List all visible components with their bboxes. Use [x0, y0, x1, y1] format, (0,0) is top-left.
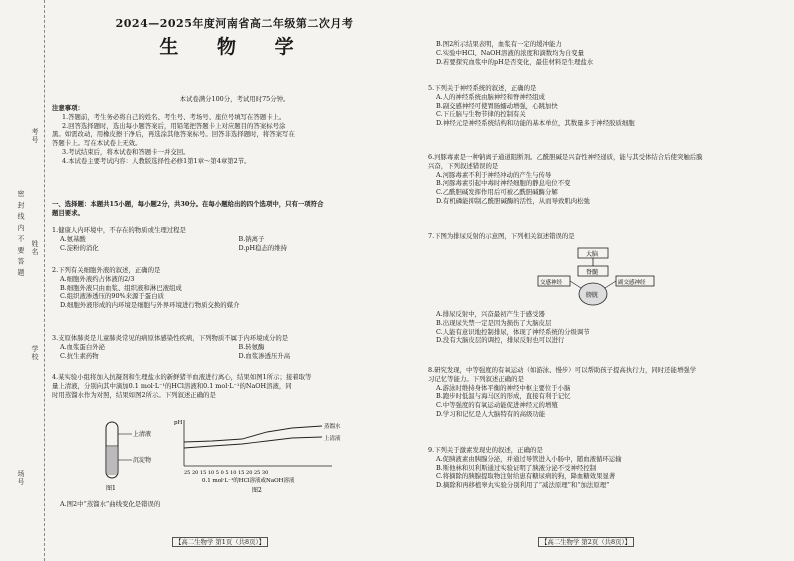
question-4-option-a: [52, 500, 417, 509]
box-spinal: 脊髓: [586, 269, 599, 276]
option-c[interactable]: C.乙酰胆碱发挥作用后可被乙酰胆碱酶分解: [436, 188, 558, 197]
legend-water: 蒸馏水: [324, 424, 341, 430]
reflex-diagram: [536, 246, 656, 308]
option-a[interactable]: A.人的神经系统由脑神经和脊神经组成: [436, 92, 545, 101]
option-b[interactable]: B.钠离子: [238, 234, 265, 243]
chart-xaxis: 0.1 mol·L⁻¹的HCl溶液或NaOH溶液: [202, 478, 295, 484]
question-7-options: [428, 310, 786, 345]
notes-heading: 注意事项：: [52, 104, 84, 112]
chart-ylabel: pH: [174, 420, 183, 426]
option-a[interactable]: A.氨基酸: [60, 234, 86, 243]
option-d[interactable]: D.pH稳态的维持: [238, 243, 288, 252]
label-xingming: 姓名: [31, 240, 39, 256]
question-5: [428, 84, 786, 128]
question-stem: 1.健康人内环境中，不存在的物质或生理过程是: [52, 226, 186, 234]
legend-plasma: 上清液: [324, 436, 341, 442]
right-column: [428, 0, 788, 561]
binding-margin: [0, 0, 45, 561]
option-b[interactable]: B.副交感神经可使胃肠蠕动增强，心跳加快: [436, 101, 558, 110]
note-line: 答题卡上。写在本试卷上无效。: [52, 139, 142, 148]
note-line: 3.考试结束后，将本试卷和答题卡一并交回。: [62, 148, 190, 157]
option-b[interactable]: B.河豚毒素引起中毒时神经细胞的静息电位不变: [436, 179, 571, 188]
line-water: [184, 426, 322, 442]
question-8: [428, 366, 786, 419]
note-line: 1.答题前，考生务必将自己的姓名、考生号、考场号、座位号填写在答题卡上。: [62, 112, 286, 121]
question-6: [428, 153, 786, 206]
option-d[interactable]: D.血浆渗透压升高: [238, 351, 291, 360]
question-stem-cont: 时用蒸馏水作为对照，结果如图2所示。下列叙述正确的是: [52, 390, 216, 399]
subject-title: 生 物 学: [159, 36, 310, 58]
question-3: [52, 334, 417, 360]
test-tube-figure: [106, 422, 151, 492]
option-d[interactable]: D.神经元是神经系统结构和功能的基本单位，其数量多于神经胶质细胞: [436, 119, 635, 128]
question-stem: 9.下列关于激素发现史的叙述，正确的是: [428, 446, 543, 454]
option-d[interactable]: D.细胞外液形成的内环境是细胞与外界环境进行物质交换的媒介: [60, 301, 240, 310]
option-c[interactable]: C.人能有意识地控制排尿，体现了神经系统的分级调节: [436, 327, 590, 336]
note-line: 2.回答选择题时，选出每小题答案后，用铅笔把答题卡上对应题目的答案标号涂: [62, 121, 286, 130]
fig1-label: 图1: [106, 485, 116, 492]
question-stem-cont: 兴奋，下列叙述错误的是: [428, 161, 499, 170]
question-stem: 2.下列有关细胞外液的叙述，正确的是: [52, 266, 161, 274]
ph-chart: [174, 420, 341, 494]
option-c[interactable]: C.实验中HCl、NaOH溶液的浓度和滴数均为自变量: [436, 48, 585, 57]
option-b[interactable]: B.转氨酶: [238, 342, 265, 351]
option-a[interactable]: A.河豚毒素不利于神经冲动的产生与传导: [436, 170, 552, 179]
box-bladder: 膀胱: [586, 292, 599, 299]
section-heading: 一、选择题：本题共15小题，每小题2分，共30分。在每小题给出的四个选项中，只有一项符合: [52, 200, 324, 208]
page-number-right: 【高二生物学 第2页（共8页）】: [538, 537, 634, 547]
question-stem: 8.研究发现，中等强度的有氧运动（如游泳、慢步）可以帮助孩子提高执行力，同时还能增强学: [428, 366, 697, 374]
option-c[interactable]: C.将摘除的胰腺提取物注射给患有糖尿病的狗，降血糖效果显著: [436, 472, 616, 481]
option-d[interactable]: D.摘除和再移植睾丸实验分别利用了“减法原理”和“加法原理”: [436, 481, 610, 490]
question-7: [428, 232, 786, 241]
option-b[interactable]: B.出现尿失禁一定是因为损伤了大脑皮层: [436, 318, 552, 327]
option-a[interactable]: A.游泳时维持身体平衡的神经中枢主要位于小脑: [436, 383, 571, 392]
question-4: [52, 373, 417, 399]
box-brain: 大脑: [586, 251, 599, 258]
question-9: [428, 446, 786, 490]
exam-title: 2024—2025年度河南省高二年级第二次月考: [115, 17, 354, 30]
chart-xticks: 25 20 15 10 5 0 5 10 15 20 25 30: [184, 470, 269, 476]
option-c[interactable]: C.下丘脑与生物节律的控制有关: [436, 110, 526, 119]
option-c[interactable]: C.淀粉的消化: [60, 243, 99, 252]
q4-figures: [92, 416, 382, 496]
option-d[interactable]: D.有机磷能抑制乙酰胆碱酶的活性，从而导致肌肉松弛: [436, 197, 590, 206]
box-parasympathetic: 副交感神经: [618, 280, 646, 286]
option-b[interactable]: B.跑步时低温与海马区的形成，直接有利于记忆: [436, 392, 571, 401]
section-heading-cont: 题目要求。: [52, 208, 84, 217]
option-c[interactable]: C.中等强度的有氧运动能促进神经元的增殖: [436, 401, 558, 410]
question-stem: 3.支原体肺炎是儿童肺炎常见的病原体感染性疾病，下列物质不属于内环境成分的是: [52, 334, 289, 342]
question-stem-cont: 习记忆等能力。下列叙述正确的是: [428, 374, 524, 383]
question-stem: 6.河豚毒素是一种钠离子通道阻断剂。乙酰胆碱是兴奋性神经递质，能与其受体结合后使突触后膜: [428, 153, 703, 161]
option-a[interactable]: A.排尿反射中，兴奋最初产生于感受器: [436, 310, 545, 318]
line-plasma: [184, 437, 322, 448]
option-d[interactable]: D.学习和记忆是人大脑特有的高级功能: [436, 410, 546, 419]
option-b[interactable]: B.斯他林和贝利斯通过实验证明了胰液分泌不受神经控制: [436, 463, 597, 472]
option-b[interactable]: B.细胞外液只由血浆、组织液和淋巴液组成: [60, 283, 182, 292]
question-4-continued: [428, 40, 786, 66]
label-chang: 场号: [17, 470, 25, 486]
left-column: [52, 0, 417, 561]
label-kaohao: 考号: [31, 128, 39, 144]
option-d[interactable]: D.若要探究血浆中的pH是否变化，最佳材料是生理盐水: [436, 57, 594, 66]
label-mifeng: 密 封 线 内 不 要 答 题: [17, 190, 25, 277]
notes: [52, 104, 417, 166]
note-line: 黑。如需改动，用橡皮擦干净后，再选涂其他答案标号。回答非选择题时，将答案写在: [52, 130, 295, 139]
tube-lower-label: 沉淀物: [133, 457, 152, 464]
question-stem: 4.某实验小组将加入抗凝剂和生理盐水的新鲜猪羊血液进行离心，结果如图1所示；接着取等: [52, 373, 312, 381]
section1-heading: [52, 200, 417, 218]
footer-right: [538, 538, 634, 547]
option-a[interactable]: A.血浆蛋白外泌: [60, 342, 105, 351]
exam-meta: 本试卷满分100分，考试用时75分钟。: [179, 95, 290, 103]
option-c[interactable]: C.抗生素药物: [60, 351, 99, 360]
option-a[interactable]: A.细胞外液约占体液的2/3: [60, 274, 135, 283]
question-2: [52, 266, 417, 310]
fig2-label: 图2: [252, 487, 262, 494]
box-sympathetic: 交感神经: [540, 280, 563, 286]
option-b[interactable]: B.图2所示结果表明，血浆有一定的缓冲能力: [436, 40, 562, 48]
page-number-left: 【高二生物学 第1页（共8页）】: [172, 537, 268, 547]
label-xuexiao: 学校: [31, 345, 39, 361]
tube-upper-label: 上清液: [133, 431, 152, 438]
footer-left: [172, 538, 268, 547]
question-stem-cont: 量上清液，分别向其中滴加0.1 mol·L⁻¹的HCl溶液和0.1 mol·L⁻¹的NaOH溶液，同: [52, 381, 292, 390]
question-1: [52, 226, 417, 252]
option-d[interactable]: D.没有大脑皮层的调控，排尿反射也可以进行: [436, 336, 565, 345]
option-a[interactable]: A.图2中“蒸馏水”曲线变化是错误的: [60, 500, 161, 508]
question-stem: 7.下图为排尿反射的示意图，下列相关叙述错误的是: [428, 232, 575, 240]
question-stem: 5.下列关于神经系统的叙述，正确的是: [428, 84, 537, 92]
option-a[interactable]: A.促胰液素由胰腺分泌，并通过导管进入小肠中，随血液循环运输: [436, 454, 622, 463]
option-c[interactable]: C.组织液渗透压的90%来源于蛋白质: [60, 292, 164, 301]
note-line: 4.本试卷主要考试内容：人教版选择性必修1第1章～第4章第2节。: [62, 156, 251, 165]
